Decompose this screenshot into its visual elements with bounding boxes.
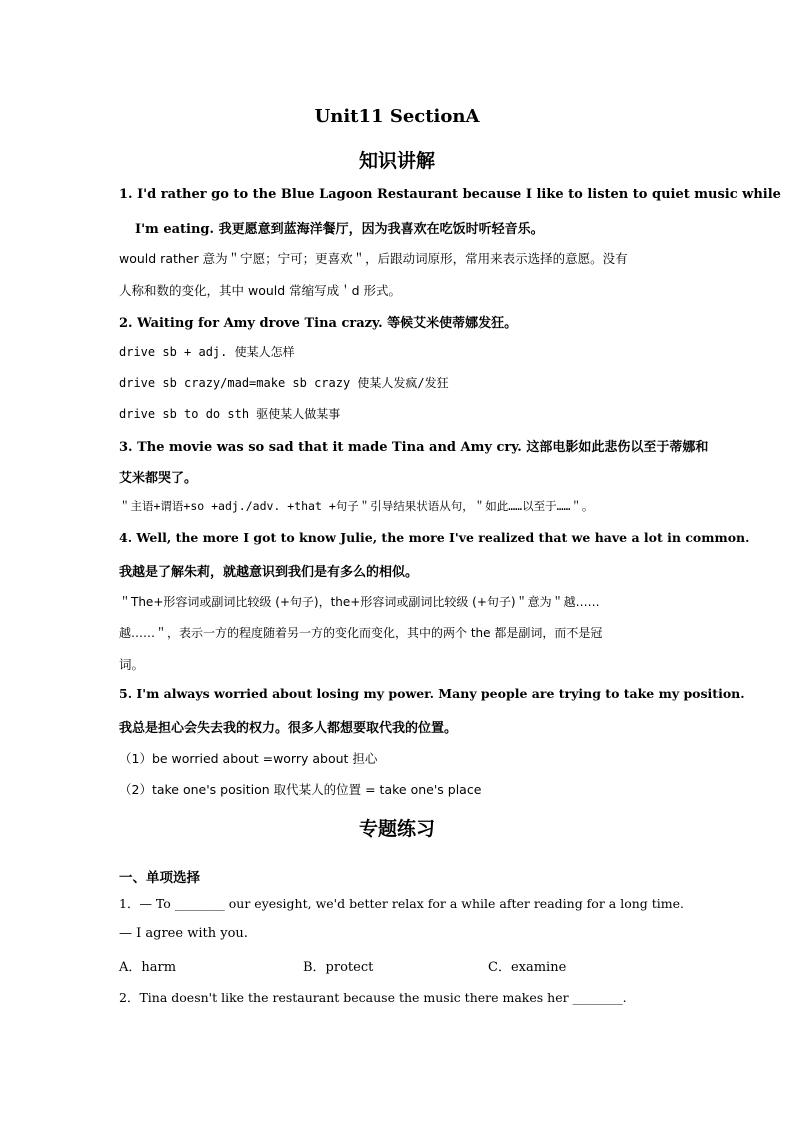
knowledge-2-note: drive sb to do sth 驱使某人做某事 xyxy=(119,407,341,421)
knowledge-2-note: drive sb + adj. 使某人怎样 xyxy=(119,345,295,359)
page-title: Unit11 SectionA xyxy=(314,106,480,127)
question-1-option-c: C．examine xyxy=(488,960,567,975)
knowledge-5-sentence: 5. I'm always worried about losing my power. Many people are trying to take my position. xyxy=(119,686,745,701)
section-heading-practice: 专题练习 xyxy=(358,818,435,840)
knowledge-4-note: 越……＂，表示一方的程度随着另一方的变化而变化，其中的两个 the 都是副词，而不是冠 xyxy=(119,626,603,640)
question-1-option-a: A．harm xyxy=(119,960,177,975)
question-2-stem: 2．Tina doesn't like the restaurant because the music there makes her ________. xyxy=(119,990,627,1005)
knowledge-3-note: ＂主语+谓语+so +adj./adv. +that +句子＂引导结果状语从句，＂如此……以至于……＂。 xyxy=(119,499,594,513)
knowledge-2-sentence: 2. Waiting for Amy drove Tina crazy. 等候艾米使蒂娜发狂。 xyxy=(119,316,518,331)
knowledge-2-note: drive sb crazy/mad=make sb crazy 使某人发疯/发狂 xyxy=(119,376,449,390)
knowledge-4-note: 词。 xyxy=(119,657,145,672)
knowledge-5-note: （2）take one's position 取代某人的位置 = take one's place xyxy=(119,782,482,797)
question-1-reply: — I agree with you. xyxy=(119,926,248,941)
knowledge-3-translation: 艾米都哭了。 xyxy=(119,471,198,486)
knowledge-1-note: would rather 意为＂宁愿；宁可；更喜欢＂，后跟动词原形，常用来表示选择的意愿。没有 xyxy=(119,251,628,266)
section-heading-knowledge: 知识讲解 xyxy=(358,150,435,172)
knowledge-1-translation: I'm eating. 我更愿意到蓝海洋餐厅，因为我喜欢在吃饭时听轻音乐。 xyxy=(135,222,544,237)
knowledge-3-sentence: 3. The movie was so sad that it made Tina and Amy cry. 这部电影如此悲伤以至于蒂娜和 xyxy=(119,440,709,455)
question-1-option-b: B．protect xyxy=(303,960,374,975)
knowledge-4-translation: 我越是了解朱莉，就越意识到我们是有多么的相似。 xyxy=(119,565,419,580)
knowledge-5-translation: 我总是担心会失去我的权力。很多人都想要取代我的位置。 xyxy=(119,721,458,736)
knowledge-4-note: ＂The+形容词或副词比较级 (+句子)，the+形容词或副词比较级 (+句子)＂意为＂越…… xyxy=(119,595,600,609)
question-1-stem: 1．— To ________ our eyesight, we'd better relax for a while after reading for a long time. xyxy=(119,896,684,911)
knowledge-1-note: 人称和数的变化，其中 would 常缩写成＇d 形式。 xyxy=(119,283,402,298)
knowledge-1-sentence: 1. I'd rather go to the Blue Lagoon Restaurant because I like to listen to quiet music while xyxy=(119,187,781,202)
knowledge-5-note: （1）be worried about =worry about 担心 xyxy=(119,751,378,766)
part-heading: 一、单项选择 xyxy=(119,870,200,886)
knowledge-4-sentence: 4. Well, the more I got to know Julie, the more I've realized that we have a lot in common. xyxy=(119,530,750,545)
